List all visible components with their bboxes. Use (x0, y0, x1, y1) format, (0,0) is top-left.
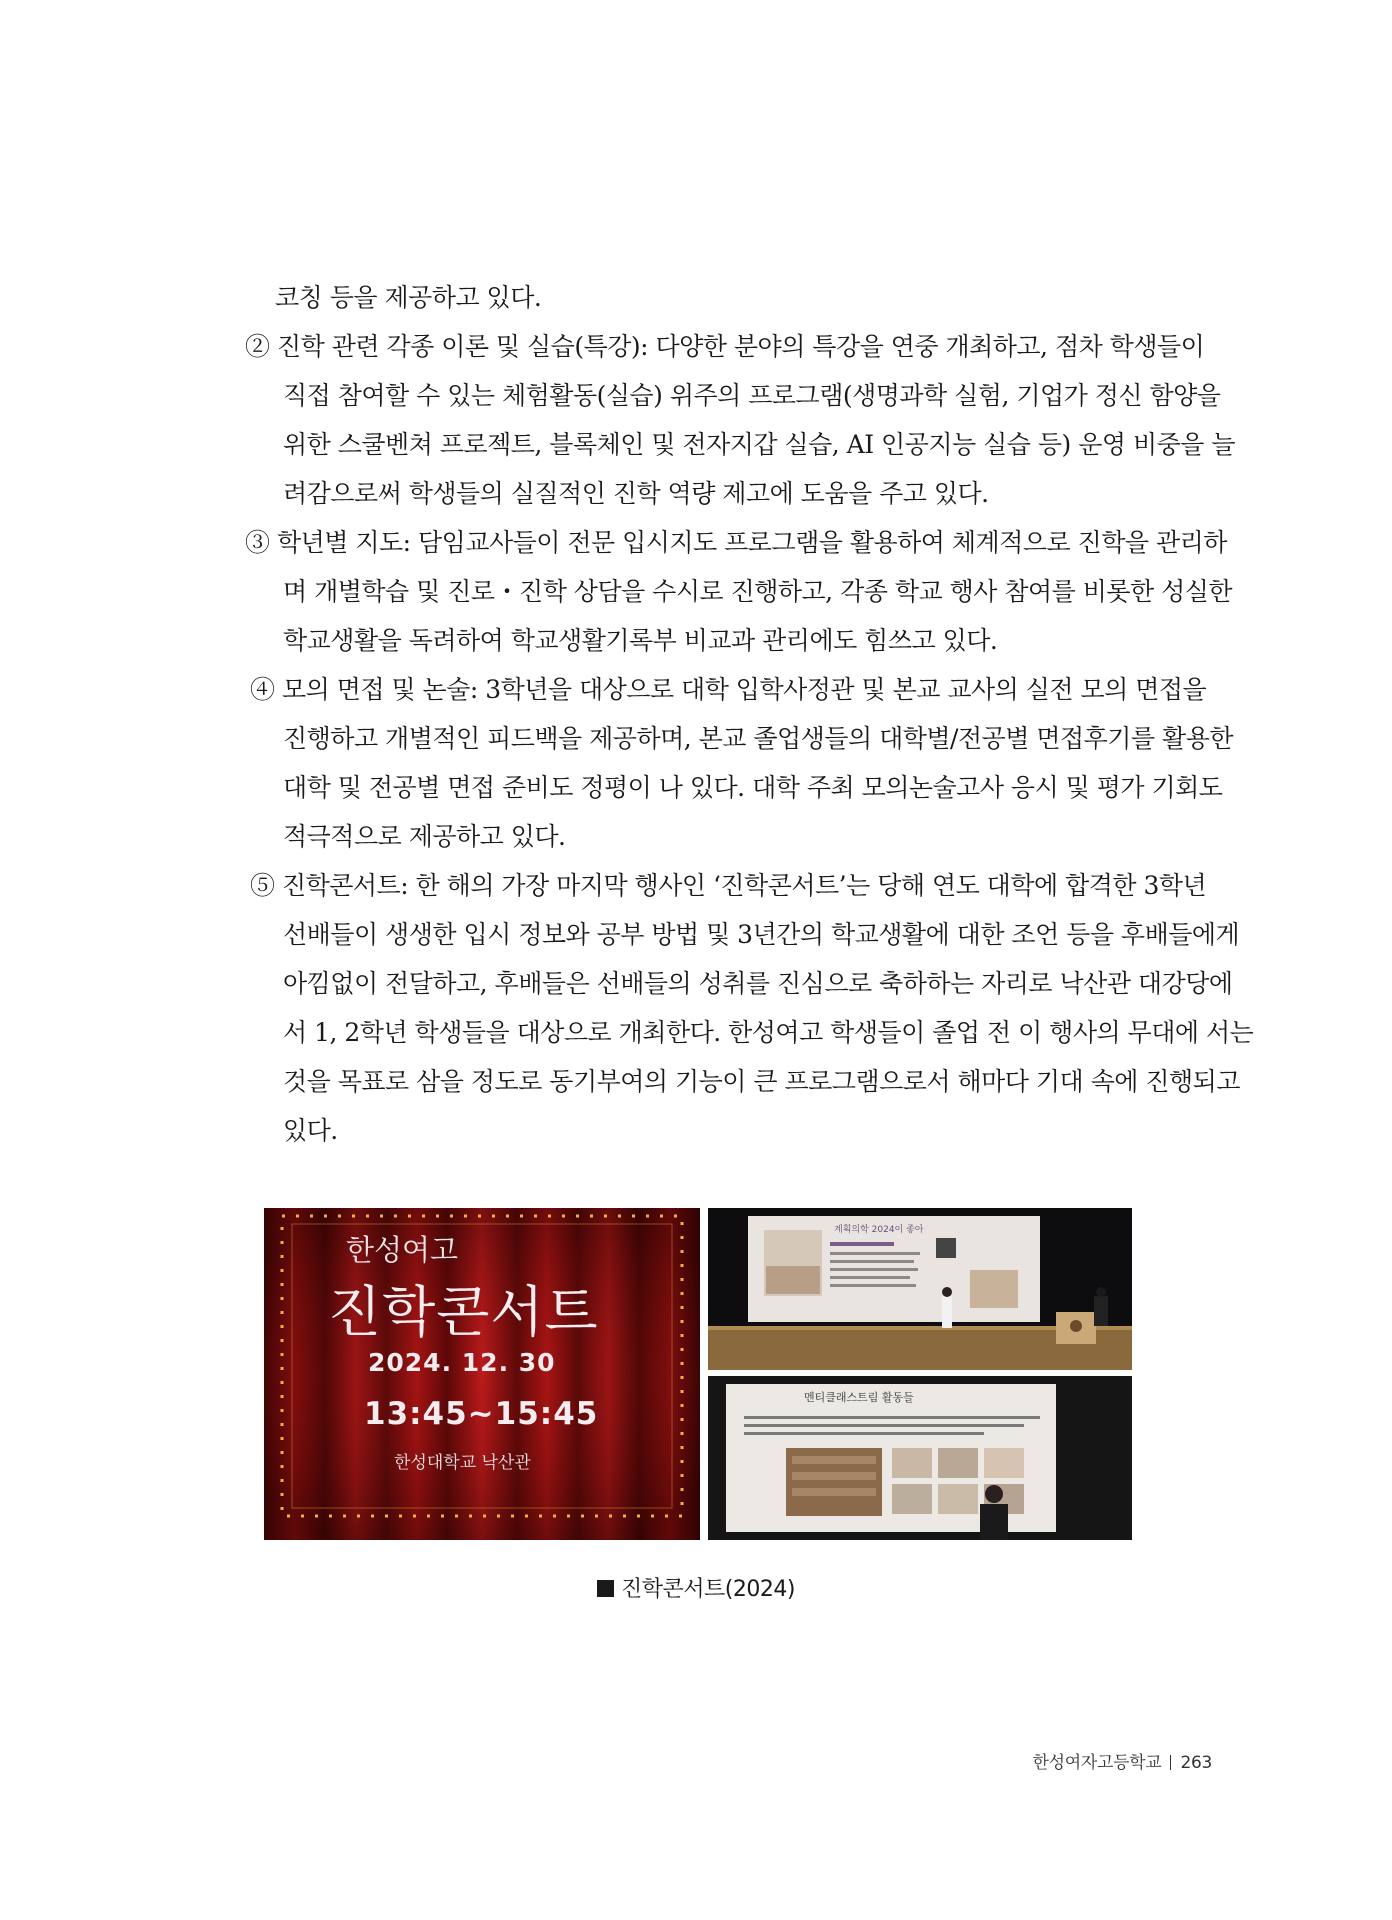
stage-presentation-photo (708, 1208, 1132, 1370)
body-line: 코칭 등을 제공하고 있다. (275, 283, 542, 312)
stage-slide-heading: 계획의학 2024이 좋아 (834, 1225, 924, 1235)
body-line: 학교생활을 독려하여 학교생활기록부 비교과 관리에도 힘쓰고 있다. (283, 626, 998, 655)
body-line: ⑤ 진학콘서트: 한 해의 가장 마지막 행사인 ‘진학콘서트’는 당해 연도 대학에 합격한 3학년 (250, 871, 1207, 900)
body-line: 대학 및 전공별 면접 준비도 정평이 나 있다. 대학 주최 모의논술고사 응시 및 평가 기회도 (283, 773, 1223, 802)
poster-date: 2024. 12. 30 (368, 1348, 556, 1377)
footer-divider (1170, 1755, 1171, 1770)
presenter-slide-heading: 멘티클래스트림 활동들 (804, 1391, 914, 1404)
body-line: 적극적으로 제공하고 있다. (283, 822, 566, 851)
body-line: 며 개별학습 및 진로・진학 상담을 수시로 진행하고, 각종 학교 행사 참여를 비롯한 성실한 (283, 577, 1233, 606)
body-line: ③ 학년별 지도: 담임교사들이 전문 입시지도 프로그램을 활용하여 체계적으로 진학을 관리하 (245, 528, 1227, 557)
poster-title: 진학콘서트 (328, 1280, 599, 1344)
body-line: 직접 참여할 수 있는 체험활동(실습) 위주의 프로그램(생명과학 실험, 기업가 정신 함양을 (283, 381, 1221, 410)
body-line: 있다. (283, 1116, 338, 1145)
poster-time: 13:45~15:45 (364, 1396, 599, 1432)
poster-venue: 한성대학교 낙산관 (394, 1453, 531, 1473)
figure-caption (0, 1572, 1392, 1603)
body-line: 진행하고 개별적인 피드백을 제공하며, 본교 졸업생들의 대학별/전공별 면접후기를 활용한 (283, 724, 1233, 753)
caption-square-icon (597, 1580, 614, 1597)
body-line: 선배들이 생생한 입시 정보와 공부 방법 및 3년간의 학교생활에 대한 조언 등을 후배들에게 (283, 920, 1240, 949)
body-line: 것을 목표로 삼을 정도로 동기부여의 기능이 큰 프로그램으로서 해마다 기대 속에 진행되고 (283, 1067, 1240, 1096)
caption-text: 진학콘서트(2024) (621, 1577, 795, 1602)
body-line: ② 진학 관련 각종 이론 및 실습(특강): 다양한 분야의 특강을 연중 개최하고, 점차 학생들이 (245, 332, 1205, 361)
page-number: 263 (1180, 1753, 1212, 1773)
poster-school-label: 한성여고 (346, 1233, 459, 1267)
footer-school: 한성여자고등학교 (1032, 1753, 1162, 1773)
body-line: 위한 스쿨벤쳐 프로젝트, 블록체인 및 전자지갑 실습, AI 인공지능 실습 등) 운영 비중을 늘 (283, 430, 1235, 459)
page-footer (1032, 1748, 1212, 1773)
presenter-slide-photo (708, 1376, 1132, 1540)
body-line: 서 1, 2학년 학생들을 대상으로 개최한다. 한성여고 학생들이 졸업 전 이 행사의 무대에 서는 (283, 1018, 1254, 1047)
body-line: ④ 모의 면접 및 논술: 3학년을 대상으로 대학 입학사정관 및 본교 교사의 실전 모의 면접을 (250, 675, 1207, 704)
body-line: 아낌없이 전달하고, 후배들은 선배들의 성취를 진심으로 축하하는 자리로 낙산관 대강당에 (283, 969, 1233, 998)
body-line: 려감으로써 학생들의 실질적인 진학 역량 제고에 도움을 주고 있다. (283, 479, 989, 508)
concert-poster-photo (264, 1208, 700, 1540)
